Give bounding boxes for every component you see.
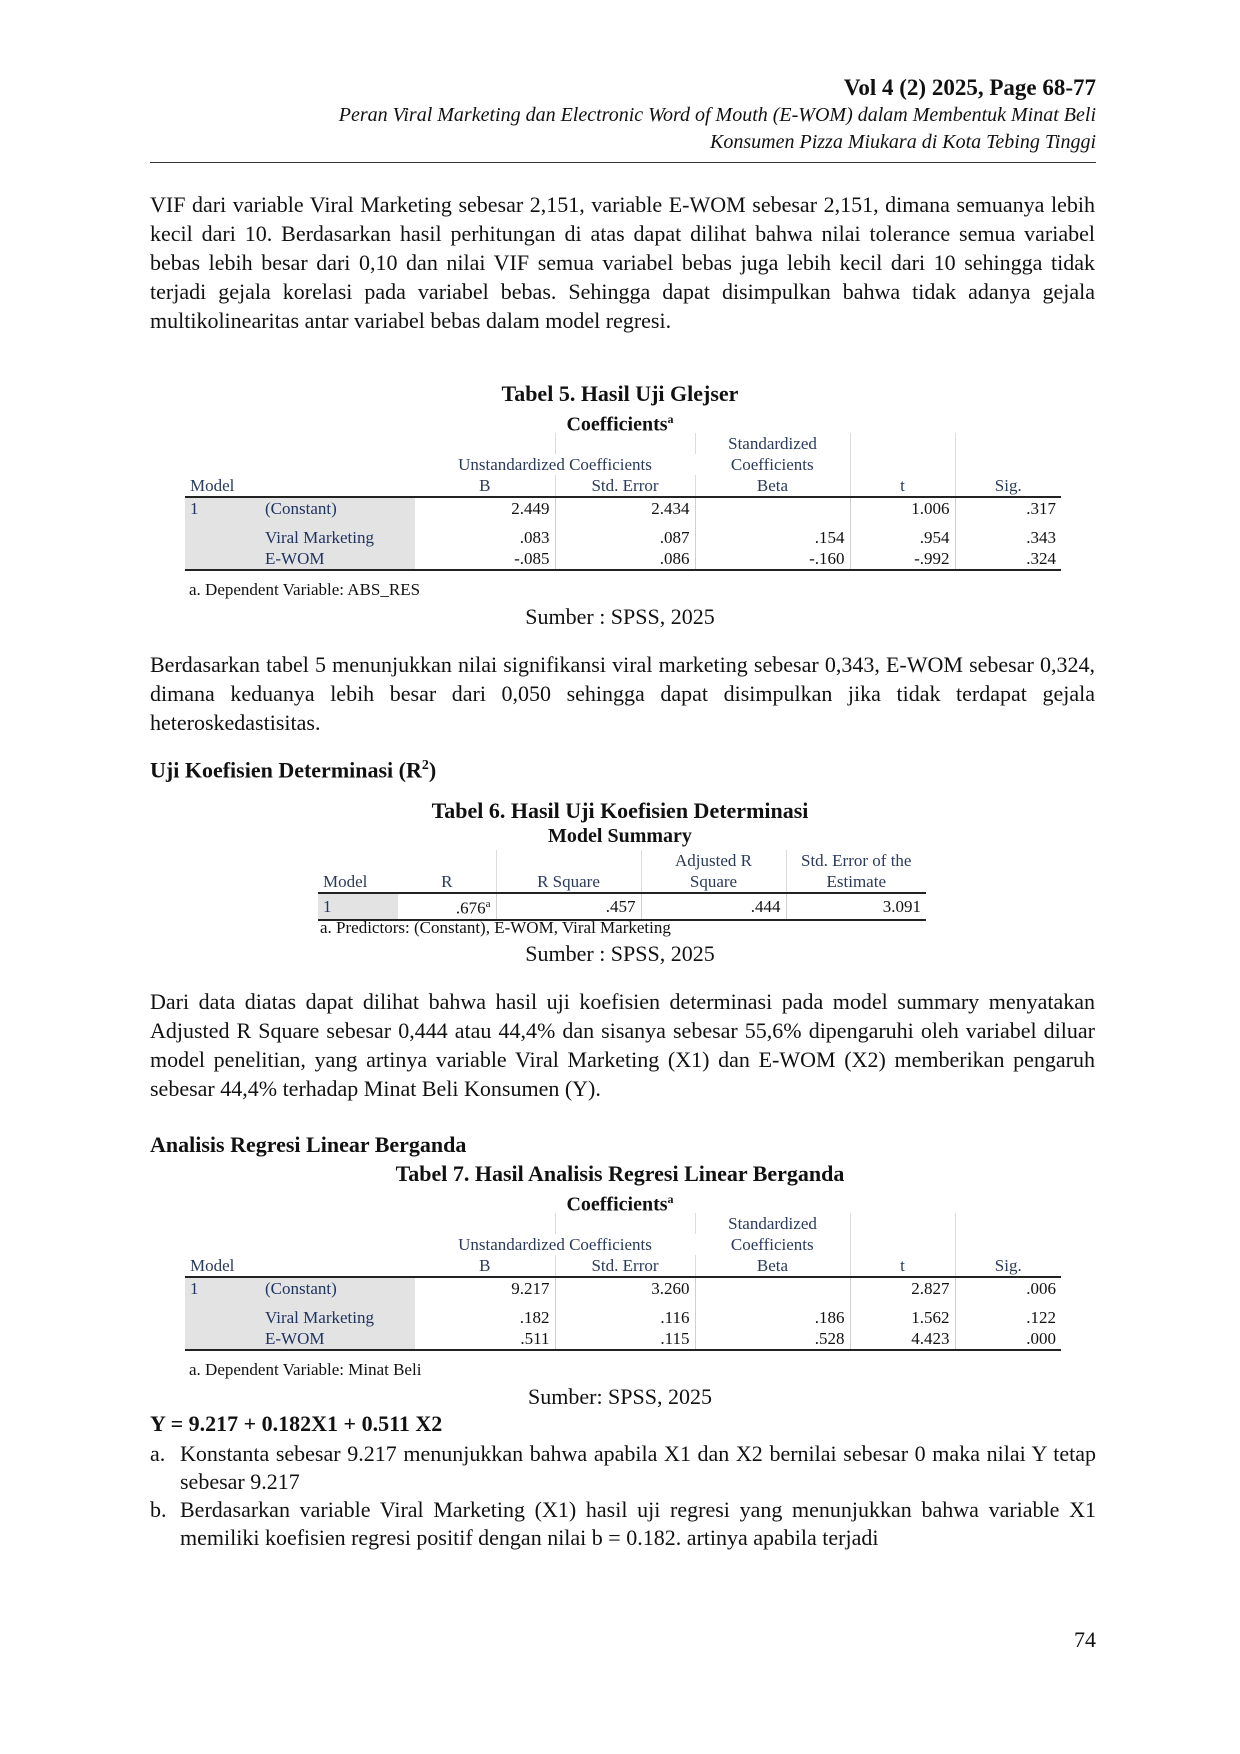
table7-source: Sumber: SPSS, 2025 — [528, 1384, 712, 1409]
t7-hdr-beta: Beta — [695, 1255, 850, 1277]
t6-hdr-r: R — [398, 871, 496, 893]
list-item-text: Berdasarkan variable Viral Marketing (X1) hasil uji regresi yang menunjukkan bahwa variable X1 memiliki koefisien regresi positif dengan nilai b = 0.182. artinya apabila terjadi — [180, 1497, 1096, 1550]
table7-title: Tabel 7. Hasil Analisis Regresi Linear Berganda — [395, 1161, 845, 1186]
table7 — [185, 1213, 1061, 1351]
table-row — [185, 527, 1061, 548]
table-row — [318, 893, 926, 920]
header-title-line2: Konsumen Pizza Miukara di Kota Tebing Tinggi — [710, 131, 1096, 153]
t7-cell: 1.562 — [850, 1307, 955, 1328]
list-item — [150, 1440, 1096, 1496]
table5-note: a. Dependent Variable: ABS_RES — [189, 580, 421, 599]
t5-cell: 1.006 — [850, 497, 955, 519]
list-marker: a. — [150, 1441, 166, 1466]
t5-cell: .324 — [955, 548, 1061, 570]
t5-cell: .083 — [415, 527, 555, 548]
t7-row-label: E-WOM — [260, 1328, 415, 1350]
table5 — [185, 433, 1061, 571]
t6-hdr-model: Model — [323, 872, 368, 891]
list-item — [150, 1496, 1096, 1552]
t5-cell: -.085 — [415, 548, 555, 570]
t5-cell: .154 — [695, 527, 850, 548]
page-number: 74 — [1074, 1627, 1096, 1652]
body-paragraph-determinasi: Dari data diatas dapat dilihat bahwa hasil uji koefisien determinasi pada model summary menyatakan Adjusted R Square sebesar 0,444 atau 44,4% dan sisanya sebesar 55,6% dipengaruhi oleh variabel diluar model penelitian, yang artinya variable Viral Marketing (X1) dan E-WOM (X2) memberikan pengaruh sebesar 44,4% terhadap Minat Beli Konsumen (Y). — [150, 989, 1095, 1101]
t6-hdr-rsquare: R Square — [496, 871, 641, 893]
header-title-line1: Peran Viral Marketing dan Electronic Word of Mouth (E-WOM) dalam Membentuk Minat Beli — [338, 104, 1096, 126]
table-row — [185, 1277, 1061, 1299]
t5-hdr-beta: Beta — [695, 475, 850, 497]
t7-model-no: 1 — [185, 1277, 260, 1299]
t6-se: 3.091 — [786, 893, 926, 920]
t7-hdr-standardized: Standardized — [695, 1213, 850, 1234]
t5-hdr-unstandardized: Unstandardized Coefficients — [458, 455, 652, 474]
t6-hdr-std-error: Std. Error of the — [801, 851, 912, 870]
interpretation-list — [150, 1440, 1096, 1552]
t5-cell: .086 — [555, 548, 695, 570]
t5-hdr-b: B — [415, 475, 555, 497]
t6-hdr-square: Square — [641, 871, 786, 893]
t7-hdr-coefficients: Coefficients — [695, 1234, 850, 1255]
table5-subtitle: Coefficients$^a$ — [566, 412, 674, 436]
list-marker: b. — [150, 1497, 167, 1522]
table5-title: Tabel 5. Hasil Uji Glejser — [501, 381, 739, 406]
t5-cell: .087 — [555, 527, 695, 548]
t6-model-no: 1 — [318, 893, 398, 920]
t7-cell: .182 — [415, 1307, 555, 1328]
t7-hdr-unstandardized: Unstandardized Coefficients — [458, 1235, 652, 1254]
volume-info: Vol 4 (2) 2025, Page 68-77 — [843, 75, 1096, 100]
table6-title: Tabel 6. Hasil Uji Koefisien Determinasi — [431, 798, 809, 823]
table7-subtitle: Coefficients$^a$ — [566, 1192, 674, 1216]
t5-row-label: E-WOM — [260, 548, 415, 570]
t7-cell: .122 — [1026, 1308, 1056, 1327]
running-header — [150, 74, 1096, 156]
t7-row-label: (Constant) — [260, 1277, 415, 1299]
table6-note: a. Predictors: (Constant), E-WOM, Viral Marketing — [320, 918, 671, 937]
t5-cell: -.160 — [695, 548, 850, 570]
t7-hdr-t: t — [850, 1255, 955, 1277]
t5-hdr-model: Model — [190, 476, 235, 495]
t7-cell: .006 — [955, 1277, 1061, 1299]
t5-cell — [695, 497, 850, 519]
table6-source: Sumber : SPSS, 2025 — [525, 941, 715, 966]
table-row — [185, 1307, 1061, 1328]
t5-hdr-standardized: Standardized — [695, 433, 850, 454]
t7-row-label: Viral Marketing — [260, 1307, 415, 1328]
t6-r: .676$^a$ — [398, 893, 496, 920]
t7-hdr-se: Std. Error — [555, 1255, 695, 1277]
table6-subtitle: Model Summary — [548, 825, 692, 847]
t5-hdr-se: Std. Error — [555, 475, 695, 497]
table6 — [318, 850, 926, 921]
t5-row-label: (Constant) — [260, 497, 415, 519]
t7-cell: .511 — [415, 1328, 555, 1350]
t7-cell: 4.423 — [850, 1328, 955, 1350]
t6-hdr-adjusted: Adjusted R — [641, 850, 786, 871]
t7-cell: .528 — [695, 1328, 850, 1350]
t6-adj: .444 — [641, 893, 786, 920]
t5-cell: -.992 — [850, 548, 955, 570]
list-item-text: Konstanta sebesar 9.217 menunjukkan bahwa apabila X1 dan X2 bernilai sebesar 0 maka nilai Y tetap sebesar 9.217 — [180, 1441, 1096, 1494]
section-heading-determinasi: Uji Koefisien Determinasi $(R^2)$ — [150, 757, 437, 783]
t5-model-no: 1 — [185, 497, 260, 519]
table7-note: a. Dependent Variable: Minat Beli — [189, 1360, 422, 1379]
t7-cell: .000 — [955, 1328, 1061, 1350]
t5-hdr-sig: Sig. — [994, 476, 1022, 495]
t5-hdr-t: t — [850, 475, 955, 497]
t5-cell: .954 — [850, 527, 955, 548]
t7-hdr-sig: Sig. — [994, 1256, 1022, 1275]
t7-cell: .115 — [555, 1328, 695, 1350]
t5-cell: .317 — [955, 497, 1061, 519]
t7-cell — [695, 1277, 850, 1299]
table-row — [185, 497, 1061, 519]
body-paragraph-vif: VIF dari variable Viral Marketing sebesar 2,151, variable E-WOM sebesar 2,151, dimana semuanya lebih kecil dari 10. Berdasarkan hasil perhitungan di atas dapat dilihat bahwa nilai tolerance semua variabel bebas lebih besar dari 0,10 dan nilai VIF semua variabel bebas juga lebih kecil dari 10 sehingga tidak terjadi gejala korelasi pada variabel bebas. Sehingga dapat disimpulkan bahwa tidak adanya gejala multikolinearitas antar variabel bebas dalam model regresi. — [150, 192, 1095, 333]
t7-cell: 2.827 — [850, 1277, 955, 1299]
t5-cell: 2.449 — [415, 497, 555, 519]
t6-hdr-estimate: Estimate — [826, 872, 886, 891]
t7-hdr-b: B — [415, 1255, 555, 1277]
header-divider — [150, 162, 1096, 163]
table-row — [185, 1328, 1061, 1350]
t7-cell: .186 — [695, 1307, 850, 1328]
t5-hdr-coefficients: Coefficients — [695, 454, 850, 475]
t7-hdr-model: Model — [190, 1256, 235, 1275]
t5-cell: 2.434 — [555, 497, 695, 519]
table-row — [185, 548, 1061, 570]
t5-row-label: Viral Marketing — [260, 527, 415, 548]
t5-cell: .343 — [1026, 528, 1056, 547]
t7-cell: 3.260 — [555, 1277, 695, 1299]
regression-equation: Y = 9.217 + 0.182X1 + 0.511 X2 — [150, 1411, 443, 1436]
t7-cell: 9.217 — [415, 1277, 555, 1299]
body-paragraph-glejser: Berdasarkan tabel 5 menunjukkan nilai signifikansi viral marketing sebesar 0,343, E-WOM sebesar 0,324, dimana keduanya lebih besar dari 0,050 sehingga dapat disimpulkan jika tidak terdapat gejala heteroskedastisitas. — [150, 652, 1095, 735]
t6-rsq: .457 — [496, 893, 641, 920]
table5-source: Sumber : SPSS, 2025 — [525, 604, 715, 629]
section-heading-regresi: Analisis Regresi Linear Berganda — [150, 1132, 467, 1157]
t7-cell: .116 — [555, 1307, 695, 1328]
